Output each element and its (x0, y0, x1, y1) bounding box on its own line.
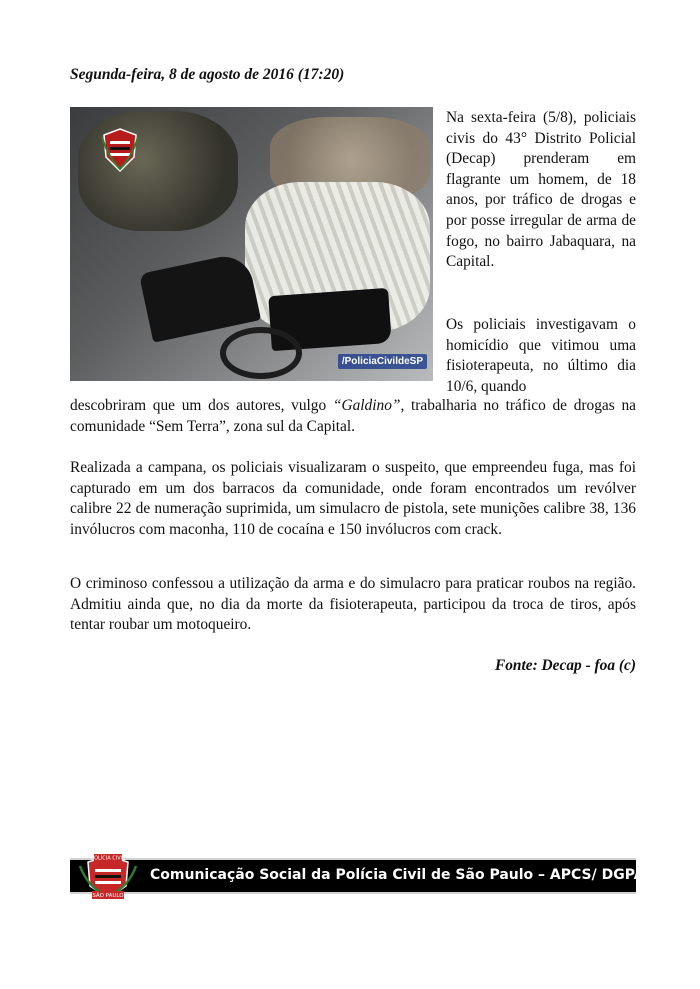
article-photo (70, 107, 433, 381)
logo-top-text: POLÍCIA CIVIL (91, 855, 125, 862)
footer-banner (70, 855, 655, 899)
article-paragraph-2-full (70, 396, 636, 437)
article-date: Segunda-feira, 8 de agosto de 2016 (17:20) (70, 66, 345, 83)
paragraph-2-text-a: descobriram que um dos autores, vulgo (70, 397, 333, 414)
article-source: Fonte: Decap - foa (c) (494, 657, 636, 674)
article-paragraph-3: Realizada a campana, os policiais visualizaram o suspeito, que empreendeu fuga, mas foi capturado em um dos barracos da comunidade, onde foram encontrados um revólver calibre 22 de numeração suprimida, um simulacro de pistola, sete munições calibre 38, 136 invólucros com maconha, 110 de cocaína e 150 invólucros com crack. (70, 459, 636, 538)
article-paragraph-4: O criminoso confessou a utilização da arma e do simulacro para praticar roubos na região. Admitiu ainda que, no dia da morte da fisioterapeuta, participou da troca de tiros, após tentar roubar um motoqueiro. (70, 575, 636, 634)
nickname: “Galdino” (332, 397, 401, 414)
article-paragraph-1: Na sexta-feira (5/8), policiais civis do 43° Distrito Policial (Decap) prenderam em flagrante um homem, de 18 anos, por tráfico de drogas e por posse irregular de arma de fogo, no bairro Jabaquara, na Capital. (446, 109, 636, 271)
photo-watermark: /PoliciaCivildeSP (338, 354, 427, 369)
police-badge-icon (100, 127, 140, 173)
footer-text: Comunicação Social da Polícia Civil de São Paulo – APCS/ DGPAd (150, 867, 655, 883)
photo-holster (220, 327, 302, 379)
paragraph-2-text-b: , trabalharia no tráfico de drogas na comunidade “Sem Terra”, zona sul da Capital. (70, 397, 636, 435)
logo-bottom-text: SÃO PAULO (92, 893, 124, 899)
article-paragraph-2-side: Os policiais investigavam o homicídio que vitimou uma fisioterapeuta, no último dia 10/6, quando (446, 316, 636, 395)
police-logo-icon (68, 852, 148, 900)
